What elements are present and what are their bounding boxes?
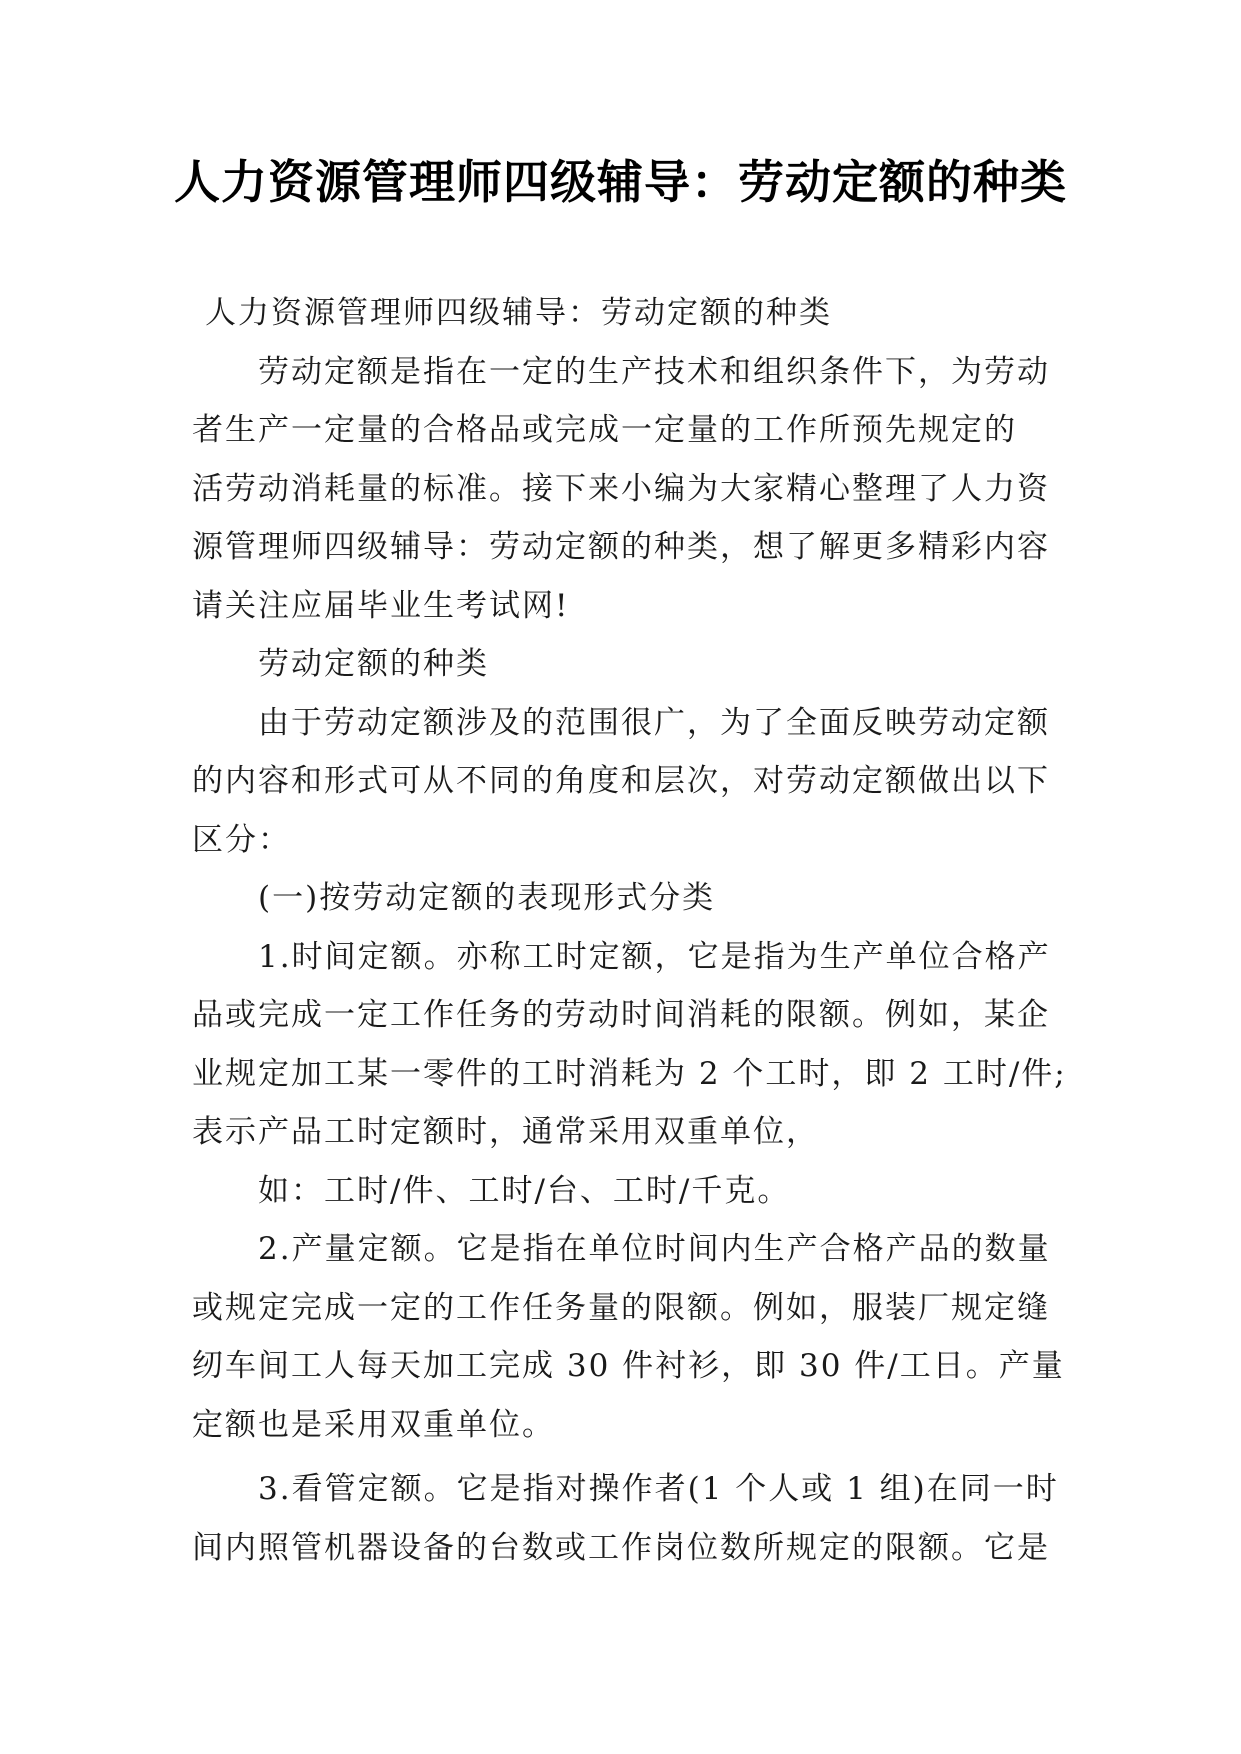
body-line: 纫车间工人每天加工完成 30 件衬衫，即 30 件/工日。产量 xyxy=(192,1348,1065,1384)
body-line: 定额也是采用双重单位。 xyxy=(192,1406,555,1443)
body-line: 人力资源管理师四级辅导：劳动定额的种类 xyxy=(205,295,832,331)
body-line: 请关注应届毕业生考试网! xyxy=(192,587,570,624)
document-body xyxy=(192,284,1067,1577)
body-line: 2.产量定额。它是指在单位时间内生产合格产品的数量 xyxy=(258,1231,1051,1267)
body-line: 品或完成一定工作任务的劳动时间消耗的限额。例如，某企 xyxy=(192,997,1050,1033)
body-line: 的内容和形式可从不同的角度和层次，对劳动定额做出以下 xyxy=(192,763,1050,799)
body-line: 区分： xyxy=(192,821,291,858)
body-line: (一)按劳动定额的表现形式分类 xyxy=(258,880,716,916)
body-line: 或规定完成一定的工作任务量的限额。例如，服装厂规定缝 xyxy=(192,1289,1050,1326)
body-line: 劳动定额是指在一定的生产技术和组织条件下，为劳动 xyxy=(258,353,1050,390)
document-title: 人力资源管理师四级辅导：劳动定额的种类 xyxy=(174,155,1067,209)
body-line: 间内照管机器设备的台数或工作岗位数所规定的限额。它是 xyxy=(192,1529,1050,1566)
body-line: 劳动定额的种类 xyxy=(258,646,489,682)
body-line: 表示产品工时定额时，通常采用双重单位， xyxy=(192,1114,819,1150)
body-line: 活劳动消耗量的标准。接下来小编为大家精心整理了人力资 xyxy=(192,470,1050,507)
body-line: 如：工时/件、工时/台、工时/千克。 xyxy=(258,1172,791,1209)
body-line: 源管理师四级辅导：劳动定额的种类，想了解更多精彩内容 xyxy=(192,529,1050,565)
body-line: 业规定加工某一零件的工时消耗为 2 个工时，即 2 工时/件; xyxy=(192,1055,1067,1092)
body-line: 1.时间定额。亦称工时定额，它是指为生产单位合格产 xyxy=(258,938,1051,975)
body-line: 者生产一定量的合格品或完成一定量的工作所预先规定的 xyxy=(192,412,1017,448)
body-line: 3.看管定额。它是指对操作者(1 个人或 1 组)在同一时 xyxy=(258,1471,1059,1507)
body-line: 由于劳动定额涉及的范围很广，为了全面反映劳动定额 xyxy=(258,704,1050,741)
